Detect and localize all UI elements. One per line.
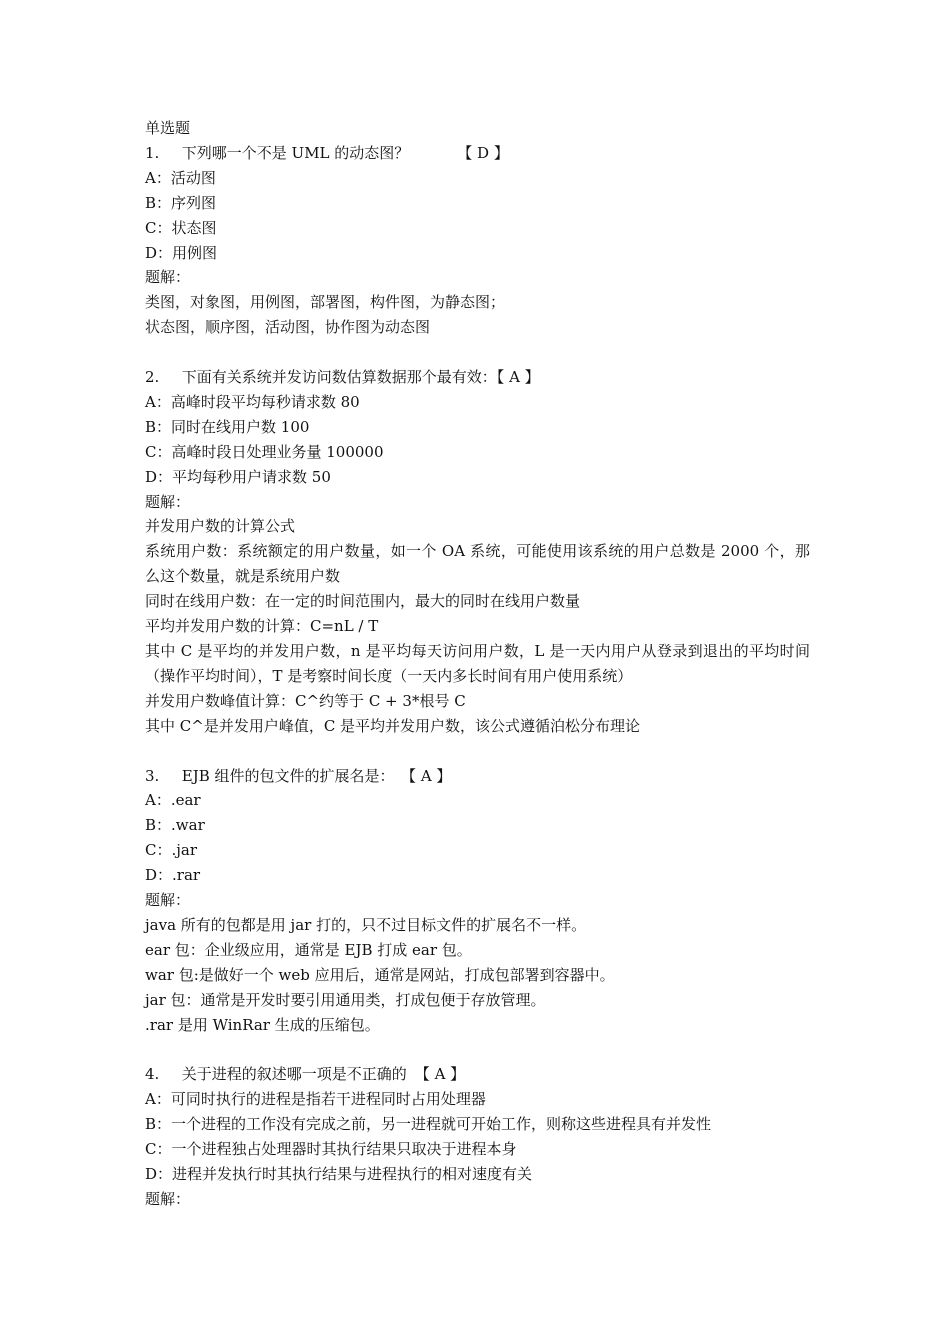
paragraph-gap xyxy=(145,340,810,365)
option-c: C：一个进程独占处理器时其执行结果只取决于进程本身 xyxy=(145,1140,517,1159)
option-a: A：高峰时段平均每秒请求数 80 xyxy=(145,392,360,411)
option-c: C：高峰时段日处理业务量 100000 xyxy=(145,442,384,461)
explanation-label: 题解： xyxy=(145,268,191,287)
option-c: C：.jar xyxy=(145,841,198,860)
explanation-line: 类图，对象图，用例图，部署图，构件图，为静态图； xyxy=(145,293,506,312)
explanation-label: 题解： xyxy=(145,1189,191,1208)
question-1-stem xyxy=(145,141,810,166)
explanation-line: 系统用户数：系统额定的用户数量，如一个 OA 系统，可能使用该系统的用户总数是 2000 个，那么这个数量，就是系统用户数 xyxy=(145,542,810,586)
explanation-line: war 包:是做好一个 web 应用后，通常是网站，打成包部署到容器中。 xyxy=(145,965,615,984)
explanation-line: 同时在线用户数：在一定的时间范围内，最大的同时在线用户数量 xyxy=(145,592,581,611)
question-text: 下列哪一个不是 UML 的动态图？ xyxy=(181,143,410,162)
option-a: A：可同时执行的进程是指若干进程同时占用处理器 xyxy=(145,1090,486,1109)
question-3-stem xyxy=(145,764,810,789)
option-a: A：.ear xyxy=(145,791,201,810)
question-text: 关于进程的叙述哪一项是不正确的 xyxy=(181,1065,407,1084)
question-2-stem xyxy=(145,365,810,390)
question-number: 2. xyxy=(145,368,160,387)
explanation-line: 并发用户数峰值计算：C^约等于 C + 3*根号 C xyxy=(145,691,466,710)
answer-marker: 【 A 】 xyxy=(496,368,540,387)
explanation-line: ear 包：企业级应用，通常是 EJB 打成 ear 包。 xyxy=(145,940,472,959)
option-c: C：状态图 xyxy=(145,218,217,237)
explanation-label: 题解： xyxy=(145,891,191,910)
explanation-line: 平均并发用户数的计算：C=nL / T xyxy=(145,617,379,636)
explanation-line: 并发用户数的计算公式 xyxy=(145,517,296,536)
answer-marker: 【 D 】 xyxy=(457,143,509,162)
question-number: 1. xyxy=(145,143,160,162)
option-b: B：一个进程的工作没有完成之前，另一进程就可开始工作，则称这些进程具有并发性 xyxy=(145,1115,712,1134)
question-text: 下面有关系统并发访问数估算数据那个最有效： xyxy=(181,368,497,387)
explanation-label: 题解： xyxy=(145,492,191,511)
question-number: 3. xyxy=(145,766,160,785)
option-d: D：平均每秒用户请求数 50 xyxy=(145,467,331,486)
explanation-line: 其中 C 是平均的并发用户数，n 是平均每天访问用户数，L 是一天内用户从登录到退出的平均时间（操作平均时间），T 是考察时间长度（一天内多长时间有用户使用系统） xyxy=(145,642,810,685)
option-b: B：序列图 xyxy=(145,193,217,212)
question-number: 4. xyxy=(145,1065,160,1084)
explanation-line: 状态图，顺序图，活动图，协作图为动态图 xyxy=(145,318,431,337)
question-text: EJB 组件的包文件的扩展名是： xyxy=(181,766,395,785)
paragraph-gap xyxy=(145,739,810,764)
explanation-line: 其中 C^是并发用户峰值，C 是平均并发用户数，该公式遵循泊松分布理论 xyxy=(145,716,641,735)
explanation-line: .rar 是用 WinRar 生成的压缩包。 xyxy=(145,1015,380,1034)
paragraph-gap xyxy=(145,1038,810,1063)
answer-marker: 【 A 】 xyxy=(408,766,452,785)
question-4-stem xyxy=(145,1062,810,1087)
option-d: D：进程并发执行时其执行结果与进程执行的相对速度有关 xyxy=(145,1165,533,1184)
option-b: B：.war xyxy=(145,816,205,835)
explanation-line: java 所有的包都是用 jar 打的，只不过目标文件的扩展名不一样。 xyxy=(145,915,587,934)
answer-marker: 【 A 】 xyxy=(414,1065,466,1084)
option-b: B：同时在线用户数 100 xyxy=(145,417,310,436)
option-a: A：活动图 xyxy=(145,168,216,187)
option-d: D：用例图 xyxy=(145,243,218,262)
option-d: D：.rar xyxy=(145,866,201,885)
explanation-line: jar 包：通常是开发时要引用通用类，打成包便于存放管理。 xyxy=(145,990,546,1009)
section-title: 单选题 xyxy=(145,119,191,137)
